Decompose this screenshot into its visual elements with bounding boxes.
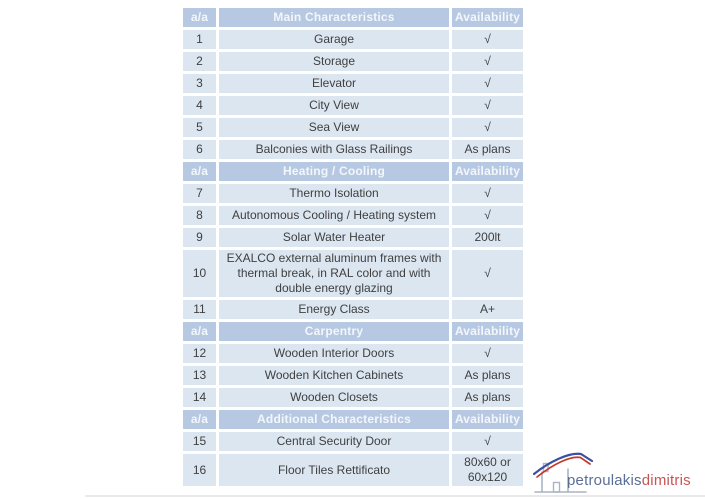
row-number-cell: 16: [183, 454, 216, 486]
row-label-cell: Thermo Isolation: [219, 184, 449, 203]
row-label-cell: Floor Tiles Rettificato: [219, 454, 449, 486]
row-number-cell: 8: [183, 206, 216, 225]
section-header-row: [183, 162, 523, 181]
row-label-cell: Balconies with Glass Railings: [219, 140, 449, 159]
row-number-cell: 5: [183, 118, 216, 137]
section-num-header: a/a: [183, 410, 216, 429]
row-label-cell: City View: [219, 96, 449, 115]
row-number-cell: 6: [183, 140, 216, 159]
table-row: [183, 454, 523, 486]
row-label-cell: EXALCO external aluminum frames with thermal break, in RAL color and with double energy glazing: [219, 250, 449, 297]
row-number-cell: 9: [183, 228, 216, 247]
section-availability-header: Availability: [452, 322, 523, 341]
row-availability-cell: √: [452, 30, 523, 49]
row-label-cell: Sea View: [219, 118, 449, 137]
row-number-cell: 11: [183, 300, 216, 319]
row-number-cell: 3: [183, 74, 216, 93]
table-row: [183, 118, 523, 137]
row-number-cell: 10: [183, 250, 216, 297]
logo-text-secondary: dimitris: [641, 472, 691, 489]
section-availability-header: Availability: [452, 410, 523, 429]
row-availability-cell: √: [452, 432, 523, 451]
table-row: [183, 52, 523, 71]
logo-text: [567, 473, 691, 489]
table-row: [183, 300, 523, 319]
row-availability-cell: As plans: [452, 140, 523, 159]
row-number-cell: 1: [183, 30, 216, 49]
company-logo: [533, 446, 705, 499]
row-number-cell: 2: [183, 52, 216, 71]
row-availability-cell: As plans: [452, 388, 523, 407]
section-title-header: Heating / Cooling: [219, 162, 449, 181]
row-availability-cell: 200lt: [452, 228, 523, 247]
row-number-cell: 13: [183, 366, 216, 385]
row-number-cell: 4: [183, 96, 216, 115]
characteristics-table: [180, 5, 526, 489]
row-label-cell: Energy Class: [219, 300, 449, 319]
table-row: [183, 96, 523, 115]
row-label-cell: Wooden Interior Doors: [219, 344, 449, 363]
table-row: [183, 366, 523, 385]
row-availability-cell: √: [452, 184, 523, 203]
row-label-cell: Central Security Door: [219, 432, 449, 451]
section-title-header: Carpentry: [219, 322, 449, 341]
section-header-row: [183, 8, 523, 27]
row-number-cell: 12: [183, 344, 216, 363]
table-row: [183, 344, 523, 363]
section-num-header: a/a: [183, 8, 216, 27]
row-availability-cell: √: [452, 96, 523, 115]
row-label-cell: Elevator: [219, 74, 449, 93]
logo-text-primary: petroulakis: [567, 472, 642, 489]
row-availability-cell: 80x60 or 60x120: [452, 454, 523, 486]
section-header-row: [183, 322, 523, 341]
section-num-header: a/a: [183, 322, 216, 341]
row-label-cell: Solar Water Heater: [219, 228, 449, 247]
table-row: [183, 250, 523, 297]
row-availability-cell: √: [452, 206, 523, 225]
table-row: [183, 388, 523, 407]
row-availability-cell: √: [452, 344, 523, 363]
row-label-cell: Garage: [219, 30, 449, 49]
row-availability-cell: √: [452, 250, 523, 297]
section-availability-header: Availability: [452, 162, 523, 181]
table-row: [183, 228, 523, 247]
table-row: [183, 74, 523, 93]
row-availability-cell: √: [452, 52, 523, 71]
section-num-header: a/a: [183, 162, 216, 181]
row-availability-cell: √: [452, 74, 523, 93]
row-label-cell: Storage: [219, 52, 449, 71]
row-availability-cell: A+: [452, 300, 523, 319]
row-label-cell: Wooden Closets: [219, 388, 449, 407]
row-availability-cell: As plans: [452, 366, 523, 385]
row-label-cell: Autonomous Cooling / Heating system: [219, 206, 449, 225]
characteristics-table-body: [183, 8, 523, 486]
row-number-cell: 14: [183, 388, 216, 407]
table-row: [183, 184, 523, 203]
row-number-cell: 7: [183, 184, 216, 203]
table-row: [183, 140, 523, 159]
row-availability-cell: √: [452, 118, 523, 137]
section-header-row: [183, 410, 523, 429]
row-number-cell: 15: [183, 432, 216, 451]
table-row: [183, 30, 523, 49]
section-availability-header: Availability: [452, 8, 523, 27]
table-row: [183, 432, 523, 451]
table-row: [183, 206, 523, 225]
row-label-cell: Wooden Kitchen Cabinets: [219, 366, 449, 385]
section-title-header: Additional Characteristics: [219, 410, 449, 429]
section-title-header: Main Characteristics: [219, 8, 449, 27]
